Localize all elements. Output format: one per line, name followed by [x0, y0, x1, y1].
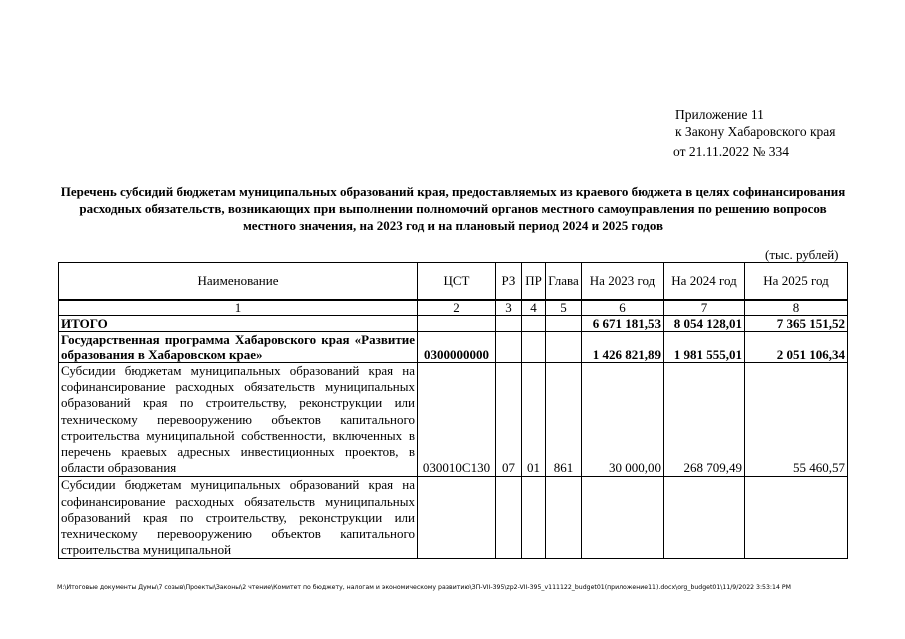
row-2024: [664, 477, 745, 559]
column-number: 5: [546, 300, 582, 316]
program-cst: 0300000000: [418, 332, 496, 363]
row-pr: [522, 477, 546, 559]
header-cst: ЦСТ: [418, 263, 496, 301]
row-cst: [418, 477, 496, 559]
appendix-date: от 21.11.2022 № 334: [673, 144, 789, 159]
program-glava: [546, 332, 582, 363]
header-rz: РЗ: [496, 263, 522, 301]
row-2025: 55 460,57: [745, 363, 848, 477]
row-2023: 30 000,00: [582, 363, 664, 477]
row-2024: 268 709,49: [664, 363, 745, 477]
total-row: [59, 316, 848, 332]
row-name: Субсидии бюджетам муниципальных образований края на софинансирование расходных обязательств муниципальных образований края по строительству, реконструкции или техническому перевооружению объектов капитального строительства муниципальной: [59, 477, 418, 559]
program-rz: [496, 332, 522, 363]
program-2023: 1 426 821,89: [582, 332, 664, 363]
column-number: 4: [522, 300, 546, 316]
column-number: 2: [418, 300, 496, 316]
row-2023: [582, 477, 664, 559]
column-number: 1: [59, 300, 418, 316]
header-2025: На 2025 год: [745, 263, 848, 301]
column-number: 3: [496, 300, 522, 316]
total-pr: [522, 316, 546, 332]
total-glava: [546, 316, 582, 332]
total-2025: 7 365 151,52: [745, 316, 848, 332]
row-name: Субсидии бюджетам муниципальных образований края на софинансирование расходных обязательств муниципальных образований края по строительству, реконструкции или техническому перевооружению объектов капитального строительства муниципальной собственности, включенных в перечень краевых адресных инвестиционных проектов, в области образования: [59, 363, 418, 477]
row-rz: [496, 477, 522, 559]
column-number-row: [59, 300, 848, 316]
program-row: [59, 332, 848, 363]
header-pr: ПР: [522, 263, 546, 301]
table-header-row: [59, 263, 848, 301]
total-rz: [496, 316, 522, 332]
document-title: Перечень субсидий бюджетам муниципальных образований края, предоставляемых из краевого бюджета в целях софинансирования расходных обязательств, возникающих при выполнении полномочий органов местного самоуправления по решению вопросов местного значения, на 2023 год и на плановый период 2024 и 2025 годов: [60, 184, 846, 233]
header-name: Наименование: [59, 263, 418, 301]
row-cst: 030010С130: [418, 363, 496, 477]
units-label: (тыс. рублей): [765, 247, 839, 262]
total-2023: 6 671 181,53: [582, 316, 664, 332]
program-2025: 2 051 106,34: [745, 332, 848, 363]
row-glava: [546, 477, 582, 559]
total-2024: 8 054 128,01: [664, 316, 745, 332]
table-row: [59, 477, 848, 559]
total-cst: [418, 316, 496, 332]
header-glava: Глава: [546, 263, 582, 301]
column-number: 6: [582, 300, 664, 316]
subsidy-table: [58, 262, 848, 559]
file-path-footer: M:\Итоговые документы Думы\7 созыв\Проекты\Законы\2 чтение\Комитет по бюджету, налогам и экономическому развитию\ЗП-VII-395\zp2-VII-395_v111122_budget01(приложение11).docx\org_budget01\11/9/2022 3:53:14 PM: [57, 584, 791, 591]
program-2024: 1 981 555,01: [664, 332, 745, 363]
appendix-number: Приложение 11: [675, 107, 764, 122]
appendix-law: к Закону Хабаровского края: [675, 124, 836, 139]
column-number: 7: [664, 300, 745, 316]
table-row: [59, 363, 848, 477]
header-2024: На 2024 год: [664, 263, 745, 301]
total-label: ИТОГО: [59, 316, 418, 332]
row-glava: 861: [546, 363, 582, 477]
appendix-block: [675, 106, 836, 160]
column-number: 8: [745, 300, 848, 316]
row-2025: [745, 477, 848, 559]
program-name: Государственная программа Хабаровского края «Развитие образования в Хабаровском крае»: [59, 332, 418, 363]
row-rz: 07: [496, 363, 522, 477]
row-pr: 01: [522, 363, 546, 477]
header-2023: На 2023 год: [582, 263, 664, 301]
program-pr: [522, 332, 546, 363]
